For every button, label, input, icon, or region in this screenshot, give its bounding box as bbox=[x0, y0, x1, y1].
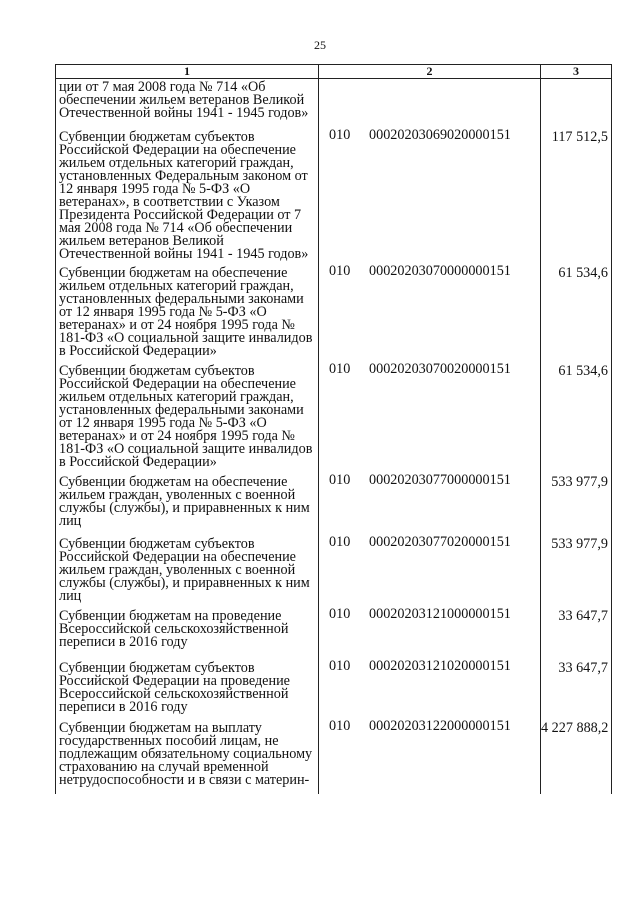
row-description: Субвенции бюджетам на проведение Всероссийской сельскохозяйственной переписи в 2016 году bbox=[59, 608, 289, 650]
admin-code: 010 bbox=[329, 472, 351, 488]
table-row bbox=[56, 363, 612, 474]
table-row bbox=[56, 720, 612, 794]
row-description: Субвенции бюджетам субъектов Российской Федерации на проведение Всероссийской сельскохозяйственной переписи в 2016 году bbox=[59, 660, 290, 715]
budget-classification-code: 00020203077000000151 bbox=[369, 472, 511, 488]
amount: 533 977,9 bbox=[551, 536, 608, 552]
row-description: Субвенции бюджетам субъектов Российской Федерации на обеспечение жильем граждан, уволенных с военной службы (службы), и приравненных к ним лиц bbox=[59, 536, 310, 604]
amount: 61 534,6 bbox=[558, 363, 608, 379]
amount: 33 647,7 bbox=[558, 608, 608, 624]
amount bbox=[541, 79, 611, 81]
budget-classification-code: 00020203122000000151 bbox=[369, 718, 511, 734]
budget-classification-code: 00020203077020000151 bbox=[369, 534, 511, 550]
table-row bbox=[56, 265, 612, 363]
admin-code: 010 bbox=[329, 718, 351, 734]
admin-code: 010 bbox=[329, 361, 351, 377]
amount: 4 227 888,2 bbox=[541, 720, 609, 736]
row-description: Субвенции бюджетам на обеспечение жильем отдельных категорий граждан, установленных федеральными законами от 12 января 1995 года № 5-ФЗ «О ветеранах» и от 24 ноября 1995 года № 181-ФЗ «О социальной защите инвалидов в Российской Федерации» bbox=[59, 265, 313, 359]
page-number: 25 bbox=[314, 38, 326, 52]
admin-code: 010 bbox=[329, 263, 351, 279]
admin-code: 010 bbox=[329, 534, 351, 550]
column-header-2: 2 bbox=[319, 65, 541, 79]
amount: 33 647,7 bbox=[558, 660, 608, 676]
amount: 61 534,6 bbox=[558, 265, 608, 281]
admin-code: 010 bbox=[329, 658, 351, 674]
admin-code: 010 bbox=[329, 606, 351, 622]
budget-classification-code: 00020203069020000151 bbox=[369, 127, 511, 143]
table-row bbox=[56, 79, 612, 130]
table-row bbox=[56, 608, 612, 660]
budget-classification-code: 00020203070020000151 bbox=[369, 361, 511, 377]
row-description: Субвенции бюджетам на выплату государственных пособий лицам, не подлежащим обязательному социальному страхованию на случай временной нетрудоспособности и в связи с материн- bbox=[59, 720, 313, 788]
row-description: Субвенции бюджетам субъектов Российской Федерации на обеспечение жильем отдельных категорий граждан, установленных федеральными законами от 12 января 1995 года № 5-ФЗ «О ветеранах» и от 24 ноября 1995 года № 181-ФЗ «О социальной защите инвалидов в Российской Федерации» bbox=[59, 363, 313, 470]
row-description: Субвенции бюджетам на обеспечение жильем граждан, уволенных с военной службы (службы), и приравненных к ним лиц bbox=[59, 474, 310, 529]
budget-table bbox=[55, 64, 612, 794]
budget-classification-code: 00020203121020000151 bbox=[369, 658, 511, 674]
row-description: Субвенции бюджетам субъектов Российской Федерации на обеспечение жильем отдельных категорий граждан, установленных Федеральным законом от 12 января 1995 года № 5-ФЗ «О ветеранах», в соответствии с Указом Президента Российской Федерации от 7 мая 2008 года № 714 «Об обеспечении жильем ветеранов Великой Отечественной войны 1941 - 1945 годов» bbox=[59, 129, 309, 262]
budget-classification-code: 00020203070000000151 bbox=[369, 263, 511, 279]
row-description: ции от 7 мая 2008 года № 714 «Об обеспечении жильем ветеранов Великой Отечественной войны 1941 - 1945 годов» bbox=[59, 79, 309, 121]
amount: 117 512,5 bbox=[551, 129, 608, 145]
budget-classification-code: 00020203121000000151 bbox=[369, 606, 511, 622]
column-header-3: 3 bbox=[541, 65, 612, 79]
amount: 533 977,9 bbox=[551, 474, 608, 490]
column-header-1: 1 bbox=[56, 65, 319, 79]
admin-code: 010 bbox=[329, 127, 351, 143]
table-header-row bbox=[56, 65, 612, 79]
table-row bbox=[56, 536, 612, 608]
table-row bbox=[56, 660, 612, 720]
table-row bbox=[56, 129, 612, 265]
table-row bbox=[56, 474, 612, 536]
